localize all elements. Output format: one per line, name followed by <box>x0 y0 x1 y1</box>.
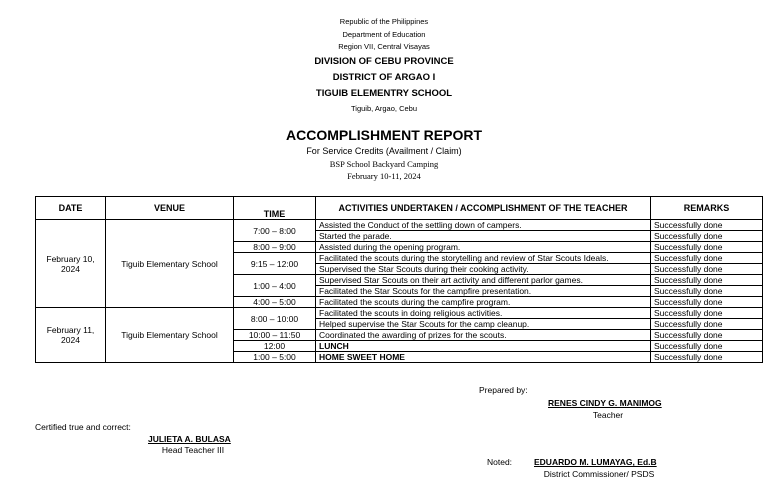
table-header-row <box>36 197 763 220</box>
header-date: DATE <box>36 197 106 220</box>
noted-position: District Commissioner/ PSDS <box>543 469 655 479</box>
remarks-cell: Successfully done <box>651 308 763 319</box>
event-dates: February 10-11, 2024 <box>347 171 421 181</box>
noted-label: Noted: <box>487 457 513 467</box>
header-address: Tiguib, Argao, Cebu <box>350 104 417 113</box>
remarks-cell: Successfully done <box>651 231 763 242</box>
activity-cell: Facilitated the scouts during the storytelling and review of Star Scouts Ideals. <box>316 253 651 264</box>
table-row <box>36 220 763 231</box>
activity-cell: Assisted during the opening program. <box>316 242 651 253</box>
time-cell: 8:00 – 9:00 <box>234 242 316 253</box>
accomplishment-table <box>35 196 763 363</box>
prepared-by-label: Prepared by: <box>479 385 528 395</box>
prepared-by-name: RENES CINDY G. MANIMOG <box>548 398 662 408</box>
event-name: BSP School Backyard Camping <box>329 159 439 169</box>
remarks-cell: Successfully done <box>651 220 763 231</box>
activity-cell: Started the parade. <box>316 231 651 242</box>
remarks-cell: Successfully done <box>651 341 763 352</box>
remarks-cell: Successfully done <box>651 330 763 341</box>
header-line-deped: Department of Education <box>342 30 426 39</box>
time-cell: 4:00 – 5:00 <box>234 297 316 308</box>
time-cell: 12:00 <box>234 341 316 352</box>
remarks-cell: Successfully done <box>651 253 763 264</box>
activity-cell: Assisted the Conduct of the settling down of campers. <box>316 220 651 231</box>
time-cell: 1:00 – 5:00 <box>234 352 316 363</box>
prepared-by-position: Teacher <box>592 410 624 420</box>
remarks-cell: Successfully done <box>651 242 763 253</box>
noted-name: EDUARDO M. LUMAYAG, Ed.B <box>534 457 657 467</box>
header-division: DIVISION OF CEBU PROVINCE <box>314 56 454 67</box>
activity-cell: LUNCH <box>316 341 651 352</box>
time-cell: 8:00 – 10:00 <box>234 308 316 330</box>
report-subtitle: For Service Credits (Availment / Claim) <box>306 146 462 156</box>
time-cell: 10:00 – 11:50 <box>234 330 316 341</box>
activity-cell: Facilitated the scouts during the campfire program. <box>316 297 651 308</box>
activity-cell: Supervised Star Scouts on their art activity and different parlor games. <box>316 275 651 286</box>
table-row <box>36 308 763 319</box>
header-school: TIGUIB ELEMENTRY SCHOOL <box>315 88 453 99</box>
venue-cell: Tiguib Elementary School <box>106 220 234 308</box>
report-title: ACCOMPLISHMENT REPORT <box>286 127 482 143</box>
date-cell: February 11, 2024 <box>36 308 106 363</box>
header-time: TIME <box>234 197 316 220</box>
activity-cell: Helped supervise the Star Scouts for the camp cleanup. <box>316 319 651 330</box>
header-district: DISTRICT OF ARGAO I <box>332 72 436 83</box>
header-remarks: REMARKS <box>651 197 763 220</box>
remarks-cell: Successfully done <box>651 275 763 286</box>
remarks-cell: Successfully done <box>651 264 763 275</box>
venue-cell: Tiguib Elementary School <box>106 308 234 363</box>
header-line-region: Region VII, Central Visayas <box>338 42 430 51</box>
time-cell: 1:00 – 4:00 <box>234 275 316 297</box>
remarks-cell: Successfully done <box>651 297 763 308</box>
remarks-cell: Successfully done <box>651 286 763 297</box>
time-cell: 9:15 – 12:00 <box>234 253 316 275</box>
activity-cell: Facilitated the scouts in doing religious activities. <box>316 308 651 319</box>
time-cell: 7:00 – 8:00 <box>234 220 316 242</box>
certified-label: Certified true and correct: <box>35 422 131 432</box>
date-cell: February 10, 2024 <box>36 220 106 308</box>
activity-cell: Facilitated the Star Scouts for the campfire presentation. <box>316 286 651 297</box>
remarks-cell: Successfully done <box>651 352 763 363</box>
remarks-cell: Successfully done <box>651 319 763 330</box>
certified-position: Head Teacher III <box>161 445 225 455</box>
header-venue: VENUE <box>106 197 234 220</box>
certified-name: JULIETA A. BULASA <box>148 434 231 444</box>
activity-cell: Supervised the Star Scouts during their cooking activity. <box>316 264 651 275</box>
header-line-republic: Republic of the Philippines <box>339 17 429 26</box>
activity-cell: HOME SWEET HOME <box>316 352 651 363</box>
activity-cell: Coordinated the awarding of prizes for the scouts. <box>316 330 651 341</box>
header-activities: ACTIVITIES UNDERTAKEN / ACCOMPLISHMENT OF THE TEACHER <box>316 197 651 220</box>
